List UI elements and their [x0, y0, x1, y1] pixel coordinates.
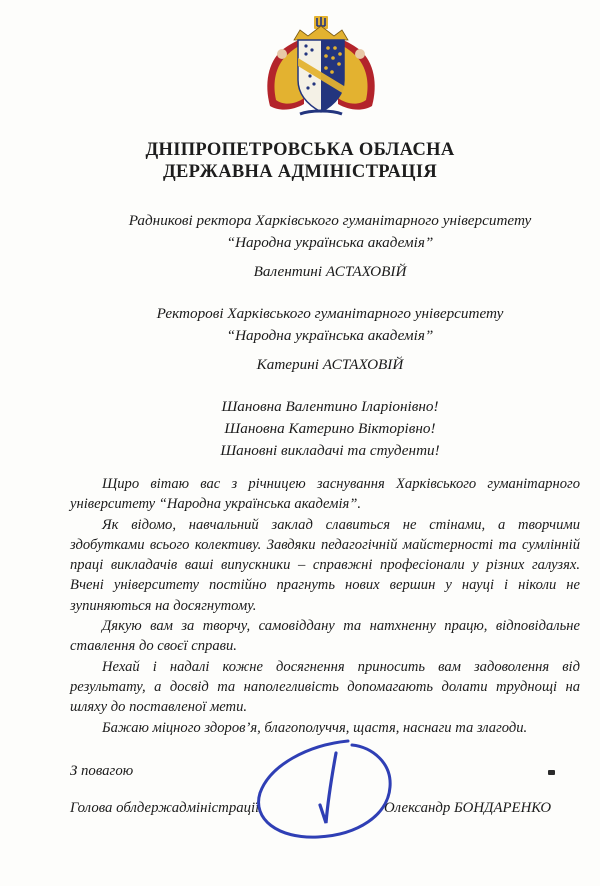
letter-body	[70, 474, 580, 738]
addressee-1-name: Валентині АСТАХОВІЙ	[253, 263, 407, 280]
body-line: Бажаю міцного здоров’я, благополуччя, щастя, наснаги та злагоди.	[102, 719, 528, 736]
body-line: Щиро вітаю вас з річницею заснування Харківського гуманітарного	[102, 476, 580, 492]
body-line: і ніколи не зупиняються на досягнутому.	[70, 577, 580, 614]
body-line: університету “Народна українська академія”.	[70, 496, 362, 513]
body-line: ставлення до своєї справи.	[70, 638, 237, 655]
scan-mark	[548, 770, 555, 775]
body-paragraph-2	[70, 515, 580, 616]
addressee-2-position-line-1: Ректорові Харківського гуманітарного університету	[156, 305, 504, 322]
body-line: сумлінній праці викладачів ваші випускники – справжні професіонали у	[70, 536, 581, 574]
greeting-line-2: Шановна Катерино Вікторівно!	[224, 420, 436, 437]
addressee-1-position-line-2: “Народна українська академія”	[226, 234, 434, 251]
body-line: Дякую вам за творчу, самовіддану та натхненну працю, відповідальне	[102, 618, 580, 635]
body-line: результату, а досвід та наполегливість допомагають долати труднощі на	[70, 678, 580, 695]
signatory-title: Голова облдержадміністрації	[70, 800, 260, 816]
addressee-2-position-line-2: “Народна українська академія”	[226, 327, 434, 344]
body-line: Нехай і надалі кожне досягнення приносить вам задоволення від	[102, 658, 580, 675]
handwritten-signature	[248, 735, 398, 845]
body-paragraph-1	[70, 474, 580, 515]
addressee-2-name: Катерині АСТАХОВІЙ	[256, 356, 404, 373]
body-paragraph-3	[70, 616, 580, 657]
body-line: Як відомо, навчальний заклад славиться не стінами, а творчими	[102, 516, 580, 533]
body-line: здобутками всього колективу. Завдяки педагогічній майстерності та	[70, 536, 517, 553]
body-paragraph-4	[70, 657, 580, 718]
greeting-line-3: Шановні викладачі та студенти!	[220, 442, 440, 459]
closing-regards: З повагою	[70, 763, 134, 779]
org-title-line-2: ДЕРЖАВНА АДМІНІСТРАЦІЯ	[163, 162, 437, 182]
greeting-line-1: Шановна Валентино Іларіонівно!	[221, 398, 439, 415]
body-line: шляху до поставленої мети.	[70, 699, 248, 716]
body-line: різних галузях. Вчені університету постійно прагнуть нових вершин у науці	[70, 557, 580, 594]
addressee-1-position-line-1: Радникові ректора Харківського гуманітарного університету	[128, 212, 532, 229]
signatory-name: Олександр БОНДАРЕНКО	[384, 800, 552, 816]
org-title-line-1: ДНІПРОПЕТРОВСЬКА ОБЛАСНА	[145, 140, 455, 160]
coat-of-arms-emblem	[260, 14, 382, 118]
